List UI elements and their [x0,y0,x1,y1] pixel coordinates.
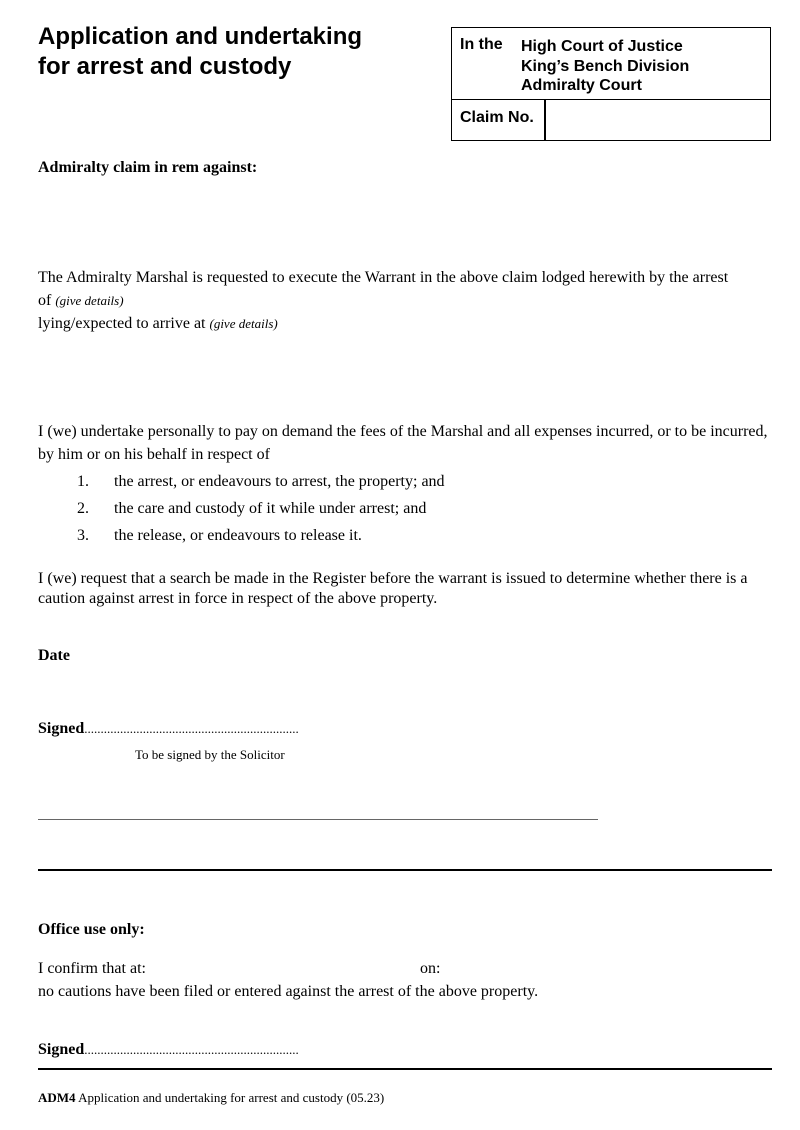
court-line-3: Admiralty Court [521,77,642,94]
divider-office-use [38,869,772,871]
signature-dots: .................................................................. [84,721,299,736]
give-details-hint-2: (give details) [209,316,278,331]
signed-line-office[interactable] [38,1038,299,1061]
of-prefix: of [38,292,52,309]
list-item [77,524,445,551]
court-box [451,27,771,141]
undertaking-paragraph [38,420,783,466]
claim-no-label: Claim No. [460,109,534,126]
undertaking-list [77,470,445,551]
court-line-1: High Court of Justice [521,38,683,55]
confirm-at-field[interactable] [160,955,410,979]
in-the-label: In the [460,36,503,53]
lying-line [38,312,778,335]
signed-label: Signed [38,1041,85,1058]
signed-label: Signed [38,720,85,737]
confirm-on-field[interactable] [446,955,766,979]
date-label: Date [38,647,70,664]
search-request-paragraph [38,569,783,609]
court-row [452,28,770,100]
form-title [38,22,362,82]
office-use-heading: Office use only: [38,921,145,938]
court-name [521,37,689,96]
marshal-request-paragraph [38,266,778,335]
form-title-line2: for arrest and custody [38,53,292,80]
form-title-line1: Application and undertaking [38,23,363,50]
footer-form-title: Application and undertaking for arrest and custody (05.23) [78,1090,385,1105]
date-field[interactable] [80,642,380,668]
court-line-2: King’s Bench Division [521,57,690,75]
marshal-request-line: The Admiralty Marshal is requested to execute the Warrant in the above claim lodged herewith by the arrest [38,269,729,286]
footer [38,1090,384,1106]
search-request-line-1: I (we) request that a search be made in the Register before the warrant is issued to determine whether there is a [38,570,748,587]
divider-thin [38,819,598,820]
list-item-text: the arrest, or endeavours to arrest, the property; and [114,473,445,490]
footer-form-code: ADM4 [38,1090,76,1105]
solicitor-signature-note: To be signed by the Solicitor [135,747,285,762]
give-details-hint-1: (give details) [55,293,124,308]
divider-footer [38,1068,772,1070]
confirm-on-label: on: [420,960,441,977]
list-item [77,470,445,497]
list-item-number: 3. [77,527,89,544]
list-item-number: 2. [77,500,89,517]
confirm-at-label: I confirm that at: [38,960,146,977]
claim-no-field[interactable] [546,101,768,139]
list-item [77,497,445,524]
signed-line-solicitor[interactable] [38,717,299,740]
admiralty-claim-field[interactable] [38,182,772,252]
admiralty-claim-label: Admiralty claim in rem against: [38,159,258,176]
list-item-number: 1. [77,473,89,490]
list-item-text: the release, or endeavours to release it. [114,527,362,544]
lying-prefix: lying/expected to arrive at [38,315,206,332]
list-item-text: the care and custody of it while under arrest; and [114,500,427,517]
undertaking-line-1: I (we) undertake personally to pay on demand the fees of the Marshal and all expenses incurred, or to be incurred, [38,423,768,440]
no-cautions-statement: no cautions have been filed or entered against the arrest of the above property. [38,983,539,1000]
search-request-line-2: caution against arrest in force in respect of the above property. [38,590,438,607]
signature-dots: .................................................................. [84,1042,299,1057]
undertaking-line-2: by him or on his behalf in respect of [38,446,270,463]
arrest-of-line [38,289,778,312]
